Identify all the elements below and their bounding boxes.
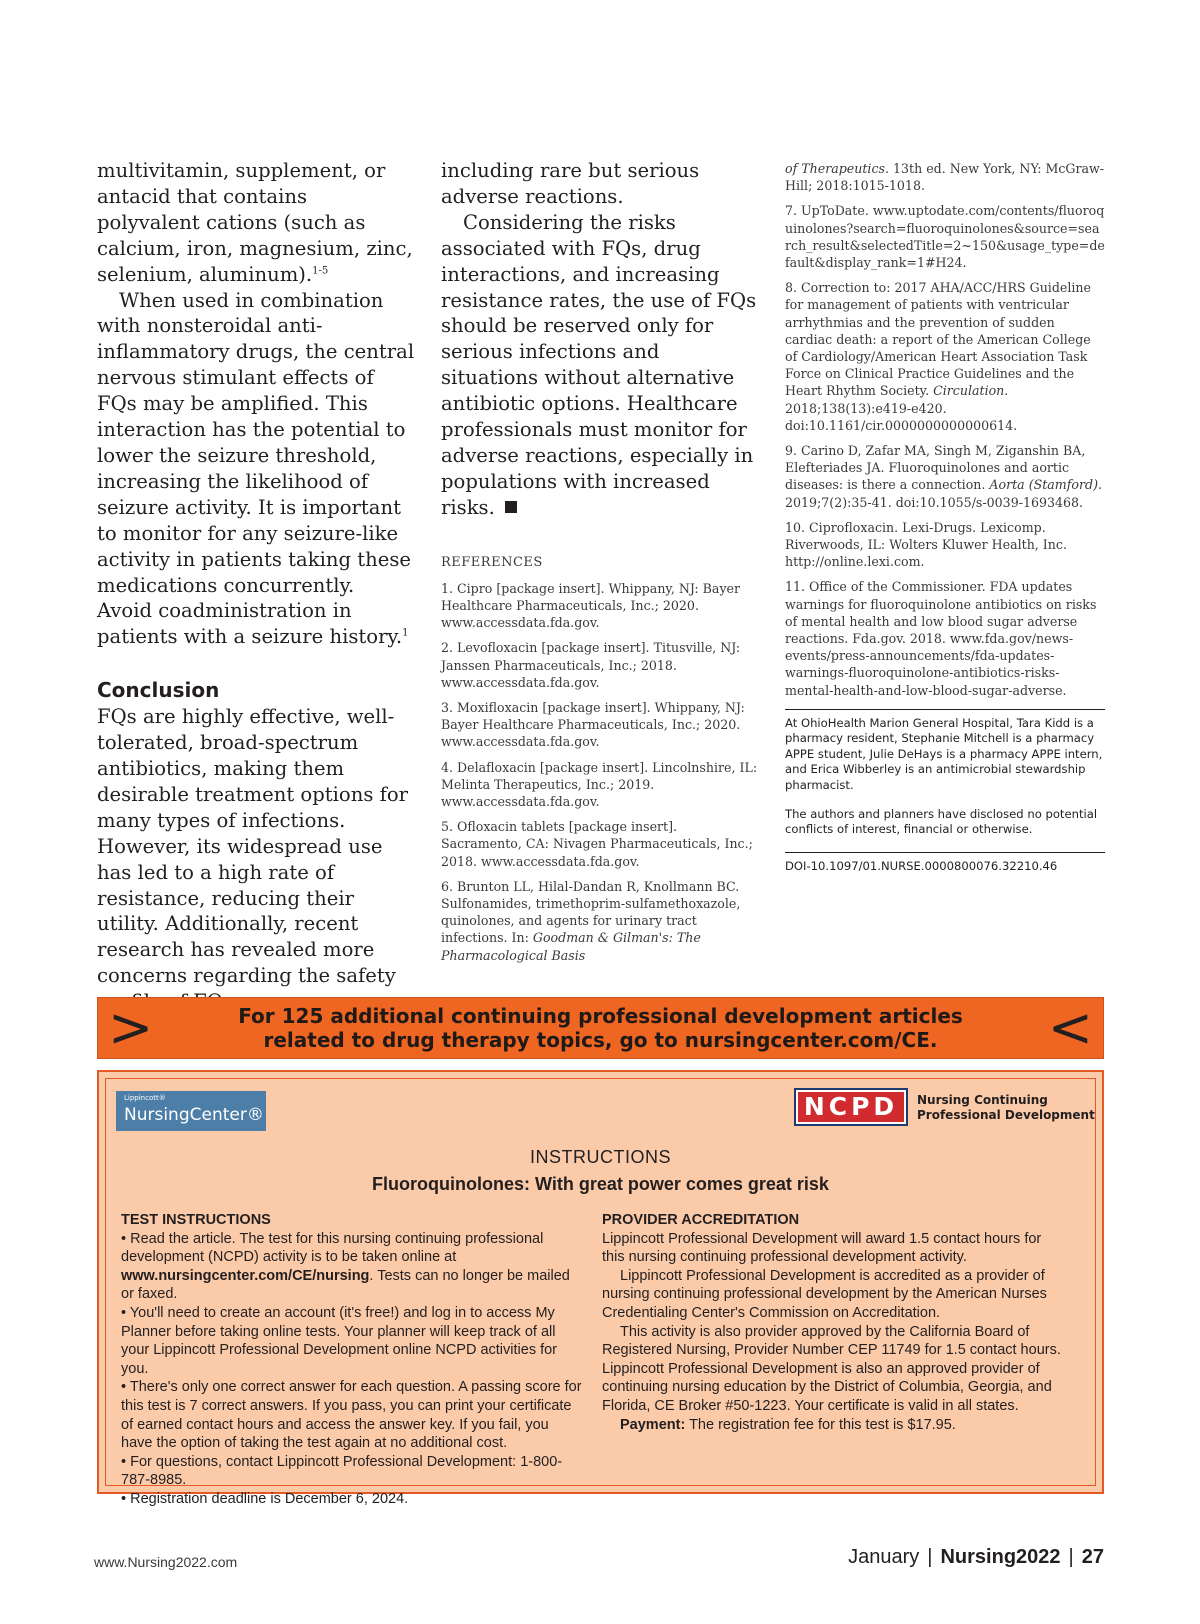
nursingcenter-logo: Lippincott® NursingCenter®: [116, 1091, 266, 1131]
ncpd-logo: NCPD: [796, 1090, 906, 1124]
instruction-item: • Read the article. The test for this nursing continuing professional development (NCPD) activity is to be taken online at www.nursingcenter.com/CE/nursing. Tests can no longer be mailed or faxed.: [121, 1230, 570, 1303]
body-paragraph: multivitamin, supplement, or antacid that contains polyvalent cations (such as calcium, iron, magnesium, zinc, selenium, aluminum).$^{1-5}$: [97, 159, 413, 286]
instructions-frame: [105, 1078, 1096, 1507]
footer-magazine: Nursing2022: [940, 1546, 1061, 1568]
page-number: 27: [1081, 1546, 1104, 1568]
chevron-left-icon: <: [1047, 996, 1093, 1059]
reference-item: 10. Ciprofloxacin. Lexi-Drugs. Lexicomp. Riverwoods, IL: Wolters Kluwer Health, Inc. http://online.lexi.com.: [785, 519, 1067, 570]
disclosure: The authors and planners have disclosed no potential conflicts of interest, financial or otherwise.: [785, 806, 1098, 837]
reference-item: 6. Brunton LL, Hilal-Dandan R, Knollmann BC. Sulfonamides, trimethoprim-sulfamethoxazole, quinolones, and agents for urinary tract infections. In: Goodman & Gilman's: The Pharmacological Basis: [441, 878, 741, 963]
reference-item: 3. Moxifloxacin [package insert]. Whippany, NJ: Bayer Healthcare Pharmaceuticals, Inc.; 2020. www.accessdata.fda.gov.: [441, 699, 745, 750]
article-column-3: [785, 160, 1105, 874]
instruction-item: • Registration deadline is December 6, 2024.: [121, 1490, 409, 1507]
reference-item: 9. Carino D, Zafar MA, Singh M, Ziganshin BA, Elefteriades JA. Fluoroquinolones and aortic diseases: is there a connection. Aorta (Stamford). 2019;7(2):35-41. doi:10.1055/s-0039-1693468.: [785, 443, 1102, 510]
ncpd-label: Nursing Continuing Professional Development: [917, 1093, 1095, 1122]
footer-folio: January | Nursing2022 | 27: [848, 1546, 1104, 1568]
body-paragraph: FQs are highly effective, well-tolerated, broad-spectrum antibiotics, making them desirable treatment options for many types of infections. However, its widespread use has led to a high rate of resistance, reducing their utility. Additionally, recent research has revealed more concerns regarding the safety: [97, 705, 409, 988]
reference-item: 5. Ofloxacin tablets [package insert]. Sacramento, CA: Nivagen Pharmaceuticals, Inc.; 2018. www.accessdata.fda.gov.: [441, 819, 753, 869]
accreditation-paragraph: This activity is also provider approved by the California Board of Registered Nursing, Provider Number CEP 11749 for 1.5 contact hours. Lippincott Professional Development is also an approved provider of continuing nursing education by the District of Columbia, Georgia, and Florida, CE Broker #50-1223. Your certificate is valid in all states.: [602, 1323, 1061, 1414]
reference-item: 4. Delafloxacin [package insert]. Lincolnshire, IL: Melinta Therapeutics, Inc.; 2019. www.accessdata.fda.gov.: [441, 759, 758, 809]
ce-link[interactable]: www.nursingcenter.com/CE/nursing: [121, 1267, 370, 1284]
author-bio: At OhioHealth Marion General Hospital, Tara Kidd is a pharmacy resident, Stephanie Mitchell is a pharmacy APPE student, Julie DeHays is a pharmacy APPE intern, and Erica Wibberley is an antimicrobial stewardship pharmacist.: [785, 715, 1103, 792]
body-paragraph: When used in combination with nonsteroidal anti-inflammatory drugs, the central nervous stimulant effects of FQs may be amplified. This interaction has the potential to lower the seizure threshold, increasing the likelihood of seizure activity. It is important to monitor for any seizure-like activity in patients taking these medications concurrently. Avoid coadministration in patients with a seizure history.$^1$: [97, 288, 415, 649]
chevron-right-icon: >: [108, 996, 154, 1059]
reference-item: 1. Cipro [package insert]. Whippany, NJ: Bayer Healthcare Pharmaceuticals, Inc.; 2020. www.accessdata.fda.gov.: [441, 580, 741, 631]
reference-item: 2. Levofloxacin [package insert]. Titusville, NJ: Janssen Pharmaceuticals, Inc.; 2018. www.accessdata.fda.gov.: [441, 640, 741, 690]
instructions-subtitle: Fluoroquinolones: With great power comes great risk: [372, 1174, 829, 1194]
ce-promo-banner: [97, 997, 1104, 1059]
reference-item: of Therapeutics. 13th ed. New York, NY: McGraw-Hill; 2018:1015-1018.: [785, 161, 1105, 194]
section-heading: Conclusion: [97, 678, 220, 703]
instruction-item: • You'll need to create an account (it's free!) and log in to access My Planner before taking online tests. Your planner will keep track of all your Lippincott Professional Development online NCPD activities for you.: [121, 1304, 558, 1377]
references-heading: REFERENCES: [441, 554, 543, 570]
instructions-box: [97, 1070, 1104, 1507]
footer-url: www.Nursing2022.com: [94, 1554, 238, 1570]
reference-item: 8. Correction to: 2017 AHA/ACC/HRS Guideline for management of patients with ventricular arrhythmias and the prevention of sudden cardiac death: a report of the American College of Cardiology/American Heart Association Task Force on Clinical Practice Guidelines and the Heart Rhythm Society. Circulation. 2018;138(13):e419-e420. doi:10.1161/cir.0000000000000614.: [785, 280, 1091, 433]
article-column-2: [441, 158, 759, 972]
doi: DOI-10.1097/01.NURSE.0000800076.32210.46: [785, 858, 1058, 873]
instruction-item: • There's only one correct answer for each question. A passing score for this test is 7 correct answers. If you pass, you can print your certificate of earned contact hours and access the answer key. If you fail, you have the option of taking the test again at no additional cost.: [121, 1379, 582, 1452]
accreditation-paragraph: Lippincott Professional Development is accredited as a provider of nursing continuing professional development by the American Nurses Credentialing Center's Commission on Accreditation.: [602, 1267, 1047, 1321]
accreditation-paragraph: Lippincott Professional Development will award 1.5 contact hours for this nursing continuing professional development activity.: [602, 1230, 1042, 1266]
end-of-article-mark: [505, 501, 517, 513]
banner-text: For 125 additional continuing professional development articles related to drug therapy topics, go to nursingcenter.com/CE.: [238, 1004, 963, 1052]
payment-paragraph: Payment: The registration fee for this test is $17.95.: [620, 1416, 956, 1433]
reference-item: 11. Office of the Commissioner. FDA updates warnings for fluoroquinolone antibiotics on risks of mental health and low blood sugar adverse reactions. Fda.gov. 2018. www.fda.gov/news-events/press-announcements/fda-updates-warnings-fluoroquinolone-antibiotics-risks-mental-health-and-low-blood-sugar-adverse.: [785, 579, 1097, 698]
body-paragraph: including rare but serious adverse reactions.: [441, 159, 700, 208]
test-instructions-heading: TEST INSTRUCTIONS: [121, 1212, 271, 1228]
divider: [785, 852, 1105, 853]
body-paragraph: Considering the risks associated with FQs, drug interactions, and increasing resistance rates, the use of FQs should be reserved only for serious infections and situations without alternative antibiotic options. Healthcare professionals must monitor for adverse reactions, especially in populations with increased risks.: [441, 210, 757, 519]
footer-month: January: [848, 1546, 920, 1568]
article-column-1: [97, 158, 415, 1015]
divider: [785, 709, 1105, 710]
provider-accreditation-heading: PROVIDER ACCREDITATION: [602, 1212, 800, 1228]
reference-item: 7. UpToDate. www.uptodate.com/contents/fluoroquinolones?search=fluoroquinolones&source=search_result&selectedTitle=2~150&usage_type=default&display_rank=1#H24.: [785, 203, 1105, 271]
instructions-title: INSTRUCTIONS: [530, 1147, 671, 1167]
instruction-item: • For questions, contact Lippincott Professional Development: 1-800-787-8985.: [121, 1453, 563, 1489]
test-instructions: [121, 1211, 583, 1509]
provider-accreditation: [602, 1211, 1062, 1434]
